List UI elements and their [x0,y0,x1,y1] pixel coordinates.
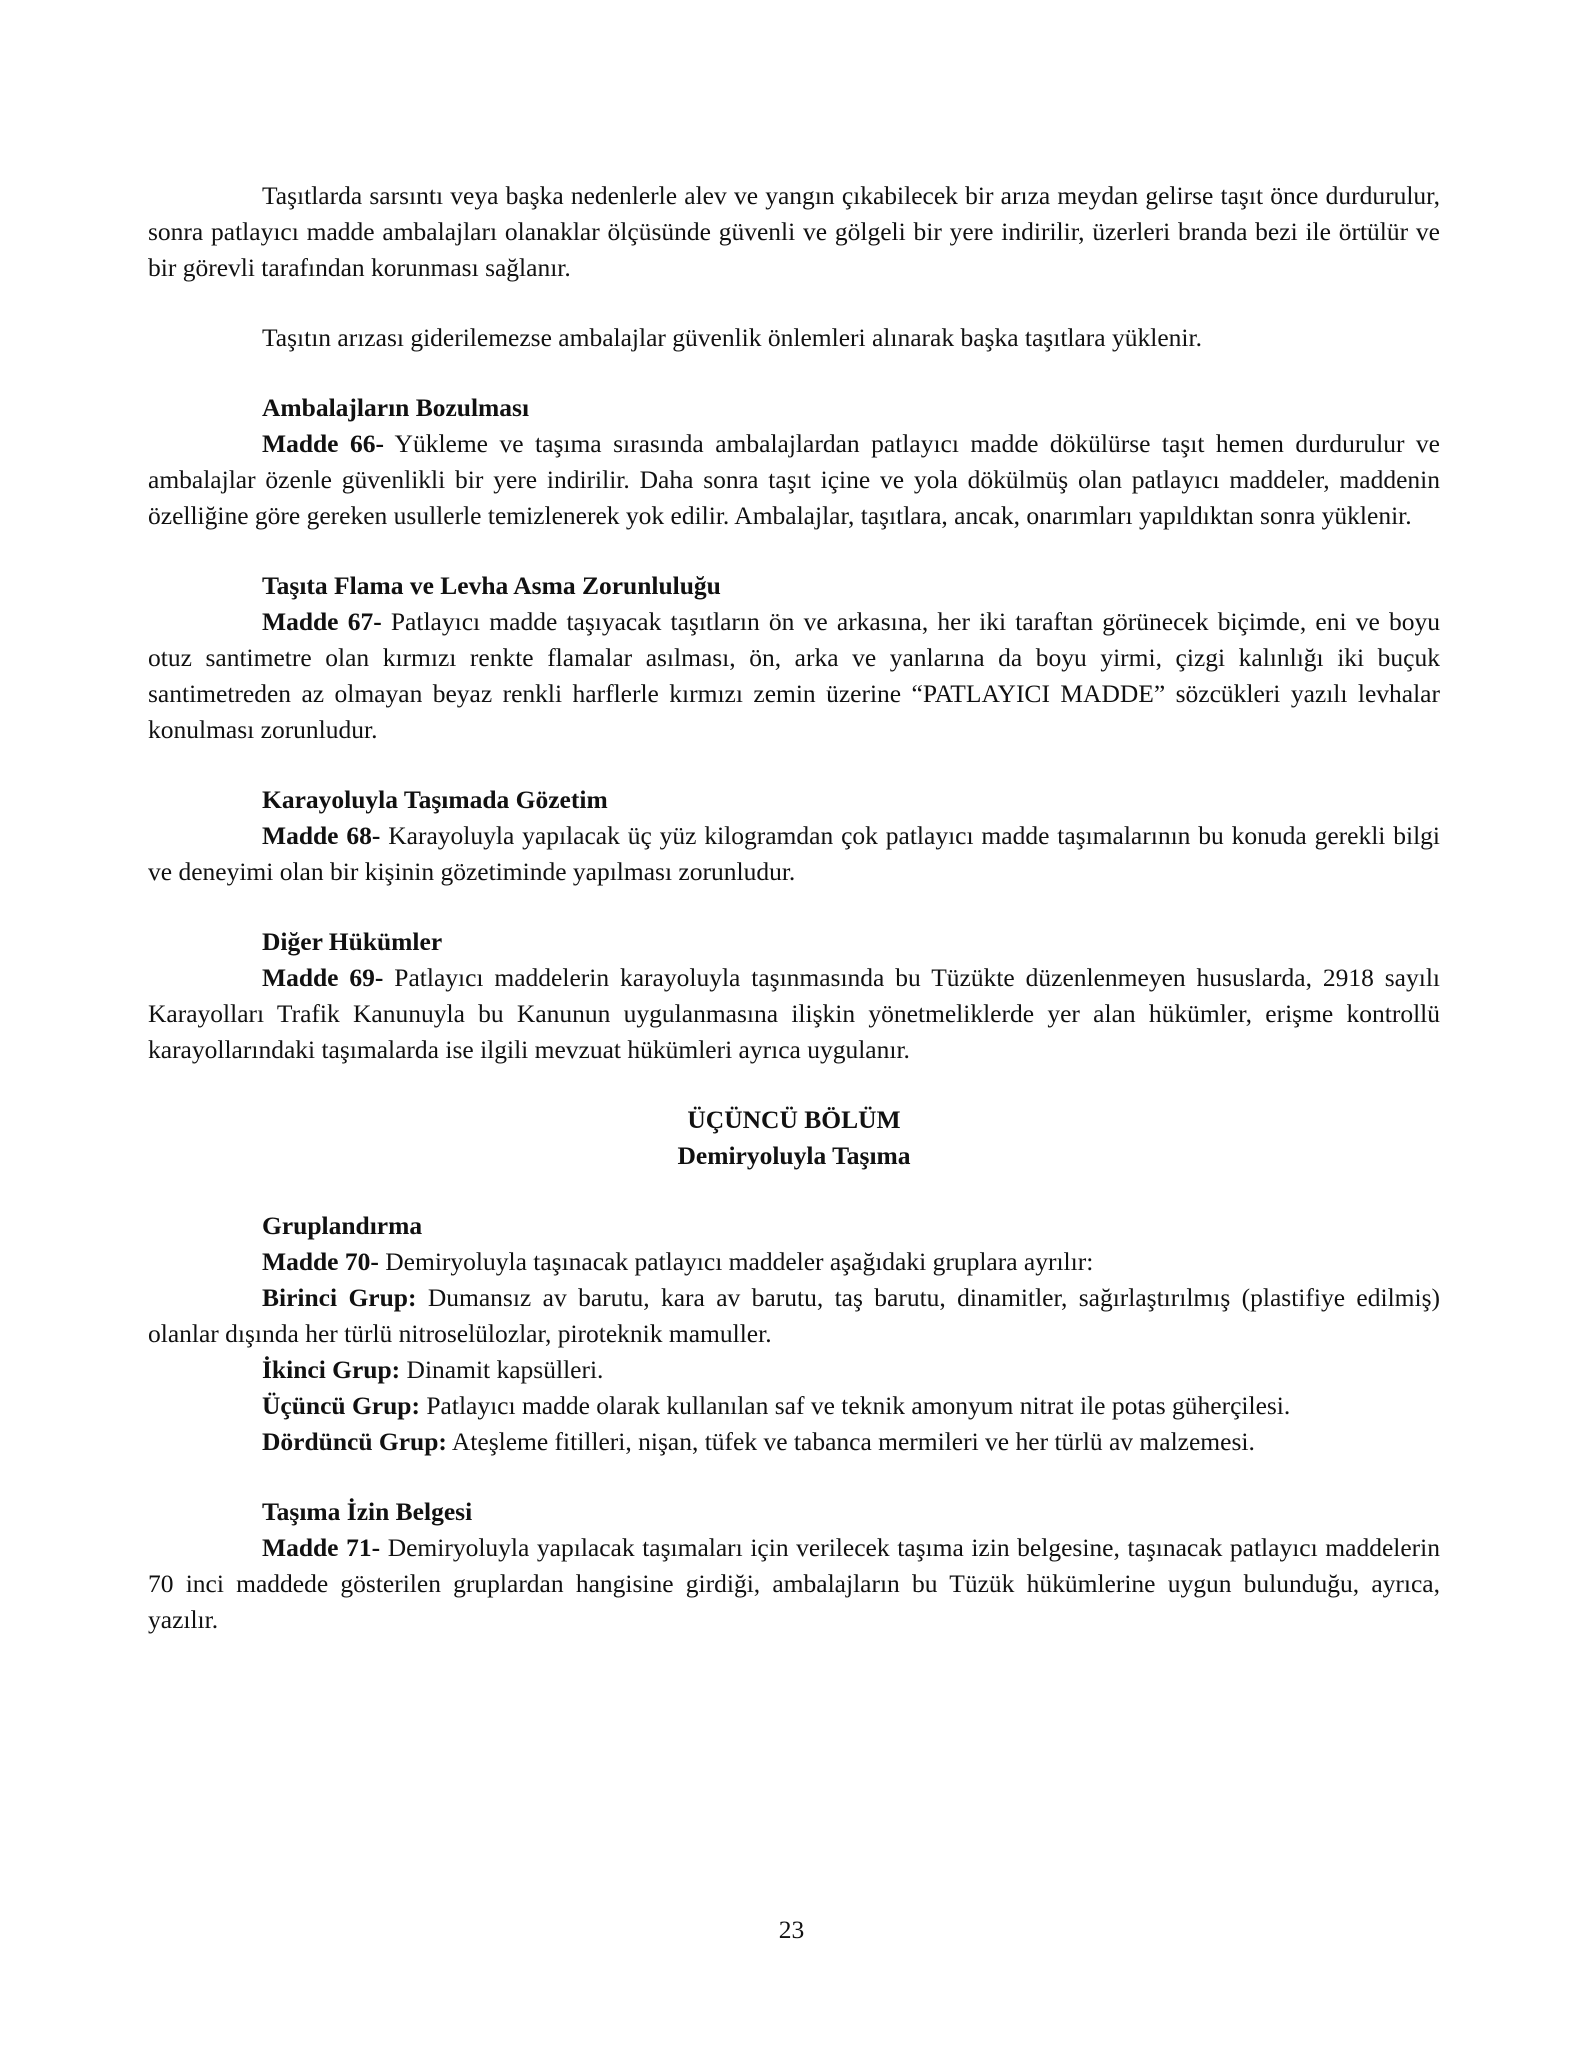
article-label: Madde 68- [262,821,381,850]
article-text: Patlayıcı maddelerin karayoluyla taşınmasında bu Tüzükte düzenlenmeyen hususlarda, 2918 sayılı Karayolları Trafik Kanunuyla bu Kanunun uygulanmasına ilişkin yönetmeliklerde yer alan hükümler, erişme kontrollü karayollarındaki taşımalarda ise ilgili mevzuat hükümleri ayrıca uygulanır. [148,963,1440,1064]
group-label: Birinci Grup: [262,1283,417,1312]
article-label: Madde 69- [262,963,384,992]
article-label: Madde 70- [262,1247,379,1276]
intro-paragraph: Taşıtlarda sarsıntı veya başka nedenlerle alev ve yangın çıkabilecek bir arıza meydan gelirse taşıt önce durdurulur, sonra patlayıcı madde ambalajları olanaklar ölçüsünde güvenli ve gölgeli bir yere indirilir, üzerleri branda bezi ile örtülür ve bir görevli tarafından korunması sağlanır. [148,181,1440,282]
group-item [148,1280,1440,1352]
article-heading: Taşıma İzin Belgesi [262,1497,473,1526]
section-subtitle: Demiryoluyla Taşıma [677,1141,911,1170]
article-text: Patlayıcı madde taşıyacak taşıtların ön ve arkasına, her iki taraftan görünecek biçimde, eni ve boyu otuz santimetre olan kırmızı renkte flamalar asılması, ön, arka ve yanlarına da boyu yirmi, çizgi kalınlığı iki buçuk santimetreden az olmayan beyaz renkli harflerle kırmızı zemin üzerine “PATLAYICI MADDE” sözcükleri yazılı levhalar konulması zorunludur. [148,607,1440,744]
article-heading: Karayoluyla Taşımada Gözetim [262,785,608,814]
article-text: Demiryoluyla taşınacak patlayıcı maddeler aşağıdaki gruplara ayrılır: [378,1247,1094,1276]
article-text: Demiryoluyla yapılacak taşımaları için verilecek taşıma izin belgesine, taşınacak patlayıcı maddelerin 70 inci maddede gösterilen gruplardan hangisine girdiği, ambalajların bu Tüzük hükümlerine uygun bulunduğu, ayrıca, yazılır. [148,1533,1440,1634]
document-page [148,178,1440,1638]
section-title: ÜÇÜNCÜ BÖLÜM [687,1105,901,1134]
article-heading: Ambalajların Bozulması [262,393,530,422]
group-item [148,1424,1440,1460]
article-text: Karayoluyla yapılacak üç yüz kilogramdan çok patlayıcı madde taşımalarının bu konuda gerekli bilgi ve deneyimi olan bir kişinin gözetiminde yapılması zorunludur. [148,821,1440,886]
article-text: Yükleme ve taşıma sırasında ambalajlardan patlayıcı madde dökülürse taşıt hemen durdurulur ve ambalajlar özenle güvenlikli bir yere indirilir. Daha sonra taşıt içine ve yola dökülmüş olan patlayıcı maddeler, maddenin özelliğine göre gereken usullerle temizlenerek yok edilir. Ambalajlar, taşıtlara, ancak, onarımları yapıldıktan sonra yüklenir. [148,429,1440,530]
group-label: Dördüncü Grup: [262,1427,447,1456]
page-number: 23 [778,1915,805,1944]
group-text: Dinamit kapsülleri. [400,1355,604,1384]
article-heading: Diğer Hükümler [262,927,443,956]
article-label: Madde 66- [262,429,384,458]
group-text: Patlayıcı madde olarak kullanılan saf ve teknik amonyum nitrat ile potas güherçilesi. [419,1391,1291,1420]
article-67 [148,568,1440,748]
article-label: Madde 67- [262,607,382,636]
article-69 [148,924,1440,1068]
article-label: Madde 71- [262,1533,381,1562]
article-66 [148,390,1440,534]
group-label: Üçüncü Grup: [262,1391,420,1420]
group-text: Dumansız av barutu, kara av barutu, taş barutu, dinamitler, sağırlaştırılmış (plastifiye edilmiş) olanlar dışında her türlü nitroselülozlar, piroteknik mamuller. [148,1283,1440,1348]
group-item [148,1388,1440,1424]
group-label: İkinci Grup: [262,1355,401,1384]
article-68 [148,782,1440,890]
intro-paragraph: Taşıtın arızası giderilemezse ambalajlar güvenlik önlemleri alınarak başka taşıtlara yüklenir. [262,323,1202,352]
article-heading: Taşıta Flama ve Levha Asma Zorunluluğu [262,571,721,600]
article-71 [148,1494,1440,1638]
group-item [148,1352,1440,1388]
article-70 [148,1208,1440,1460]
group-text: Ateşleme fitilleri, nişan, tüfek ve tabanca mermileri ve her türlü av malzemesi. [446,1427,1255,1456]
article-heading: Gruplandırma [262,1211,423,1240]
